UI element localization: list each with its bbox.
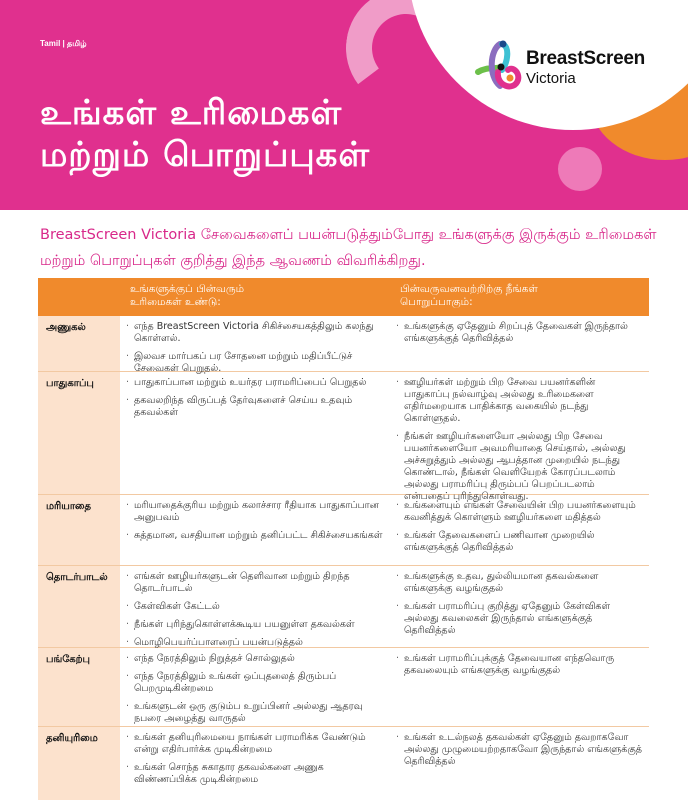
header-resp-line2: பொறுப்பாகும்: [400, 296, 473, 308]
ribbon-logo-icon [474, 36, 530, 96]
rights-cell [120, 566, 390, 647]
title-line-1: உங்கள் உரிமைகள் [40, 93, 343, 133]
bullet-item: · சுத்தமான, வசதியான மற்றும் தனிப்பட்ட சிகிச்சையகங்கள் [126, 530, 384, 542]
row-label: தொடர்பாடல் [38, 566, 120, 647]
bullet-item: · மரியாதைக்குரிய மற்றும் கலாச்சார ரீதியாக பாதுகாப்பான அனுபவம் [126, 500, 384, 524]
table-row-access [38, 316, 649, 372]
responsibilities-cell [390, 727, 649, 800]
table-row-respect [38, 495, 649, 566]
bullet-item: · மொழிபெயர்ப்பாளரைப் பயன்படுத்தல் [126, 637, 384, 649]
row-label: அணுகல் [38, 316, 120, 371]
bullet-item: · உங்கள் பராமரிப்புக்குத் தேவையான எந்தவொரு தகவலையும் எங்களுக்கு வழங்குதல் [396, 653, 643, 677]
bullet-item: · உங்களுக்கு ஏதேனும் சிறப்புத் தேவைகள் இருந்தால் எங்களுக்குத் தெரிவித்தல் [396, 321, 643, 345]
bullet-item: · உங்கள் தேவைகளைப் பணிவான முறையில் எங்களுக்குத் தெரிவித்தல் [396, 530, 643, 554]
bullet-item: · ஊழியர்கள் மற்றும் பிற சேவை பயனர்களின் பாதுகாப்பு நல்வாழ்வு அல்லது உரிமைகளை எதிர்மறையாக பாதிக்காத வகையில் நடந்து கொள்ளுதல். [396, 377, 643, 425]
rights-cell [120, 727, 390, 800]
language-label: Tamil | தமிழ் [40, 39, 87, 48]
header-rights-line2: உரிமைகள் உண்டு: [130, 296, 221, 308]
bullet-item: · நீங்கள் ஊழியர்களையோ அல்லது பிற சேவை பயனர்களையோ அவமரியாதை செய்தால், அல்லது அச்சுறுத்தும் அல்லது ஆபத்தான முறையில் நடந்து கொண்டால், நீங்கள் வெளியேறக் கோரப்படலாம் அல்லது பராமரிப்பு திரும்பப் பெறப்படலாம் என்பதைப் புரிந்துகொள்வது. [396, 431, 643, 503]
bullet-item: · எங்கள் ஊழியர்களுடன் தெளிவான மற்றும் திறந்த தொடர்பாடல் [126, 571, 384, 595]
bullet-item: · எந்த நேரத்திலும் உங்கள் ஒப்புதலைத் திரும்பப் பெறமுடிகின்றமை [126, 671, 384, 695]
logo-name-line1: BreastScreen [526, 48, 645, 69]
bullet-item: · உங்கள் உடல்நலத் தகவல்கள் ஏதேனும் தவறாகவோ அல்லது முழுமையற்றதாகவோ இருந்தால் எங்களுக்குத் தெரிவித்தல் [396, 732, 643, 768]
table-row-safety [38, 372, 649, 502]
intro-paragraph: BreastScreen Victoria சேவைகளைப் பயன்படுத்தும்போது உங்களுக்கு இருக்கும் உரிமைகள் மற்றும் பொறுப்புகள் குறித்து இந்த ஆவணம் விவரிக்கிறது. [40, 227, 657, 269]
header-resp-line1: பின்வருவனவற்றிற்கு நீங்கள் [400, 283, 538, 295]
table-header [38, 278, 649, 316]
page-title [40, 92, 370, 176]
bullet-item: · உங்களையும் எங்கள் சேவையின் பிற பயனர்களையும் கவனித்துக் கொள்ளும் ஊழியர்களை மதித்தல் [396, 500, 643, 524]
header-rights-line1: உங்களுக்குப் பின்வரும் [130, 283, 245, 295]
hero-banner [0, 0, 688, 210]
responsibilities-cell [390, 648, 649, 726]
rights-cell [120, 372, 390, 494]
row-label: பங்கேற்பு [38, 648, 120, 726]
rights-cell [120, 495, 390, 565]
bullet-item: · இலவச மார்பகப் பர சோதனை மற்றும் மதிப்பீட்டுச் சேவைகள் பெறுதல். [126, 351, 384, 375]
row-label: தனியுரிமை [38, 727, 120, 800]
row-label: மரியாதை [38, 495, 120, 565]
table-row-communication [38, 566, 649, 648]
row-label: பாதுகாப்பு [38, 372, 120, 494]
bullet-item: · உங்களுடன் ஒரு குடும்ப உறுப்பினர் அல்லது ஆதரவு நபரை அழைத்து வாருதல் [126, 701, 384, 725]
breastscreen-logo [474, 36, 654, 96]
header-empty-cell [38, 278, 120, 316]
bullet-item: · கேள்விகள் கேட்டல் [126, 601, 384, 613]
bullet-item: · எந்த நேரத்திலும் நிறுத்தச் சொல்லுதல் [126, 653, 384, 665]
bullet-item: · உங்கள் தனியுரிமையை நாங்கள் பராமரிக்க வேண்டும் என்று எதிர்பார்க்க முடிகின்றமை [126, 732, 384, 756]
table-row-privacy [38, 727, 649, 800]
bullet-item: · எந்த BreastScreen Victoria சிகிச்சையகத்திலும் கலந்து கொள்ளல். [126, 321, 384, 345]
table-row-participation [38, 648, 649, 727]
logo-name-line2: Victoria [526, 70, 576, 87]
responsibilities-cell [390, 495, 649, 565]
decorative-dot [558, 147, 602, 191]
header-responsibilities [390, 278, 649, 316]
bullet-item: · பாதுகாப்பான மற்றும் உயர்தர பராமரிப்பைப் பெறுதல் [126, 377, 384, 389]
rights-cell [120, 316, 390, 374]
responsibilities-cell [390, 372, 649, 502]
responsibilities-cell [390, 566, 649, 647]
header-rights [120, 278, 390, 316]
bullet-item: · உங்கள் பராமரிப்பு குறித்து ஏதேனும் கேள்விகள் அல்லது கவலைகள் இருந்தால் எங்களுக்குத் தெரிவித்தல் [396, 601, 643, 637]
bullet-item: · உங்களுக்கு உதவ, துல்லியமான தகவல்களை எங்களுக்கு வழங்குதல் [396, 571, 643, 595]
rights-cell [120, 648, 390, 726]
bullet-item: · நீங்கள் புரிந்துகொள்ளக்கூடிய பயனுள்ள தகவல்கள் [126, 619, 384, 631]
responsibilities-cell [390, 316, 649, 371]
bullet-item: · தகவலறிந்த விருப்பத் தேர்வுகளைச் செய்ய உதவும் தகவல்கள் [126, 395, 384, 419]
bullet-item: · உங்கள் சொந்த சுகாதார தகவல்களை அணுக விண்ணப்பிக்க முடிகின்றமை [126, 762, 384, 786]
rights-responsibilities-table [38, 278, 649, 800]
title-line-2: மற்றும் பொறுப்புகள் [40, 135, 371, 175]
